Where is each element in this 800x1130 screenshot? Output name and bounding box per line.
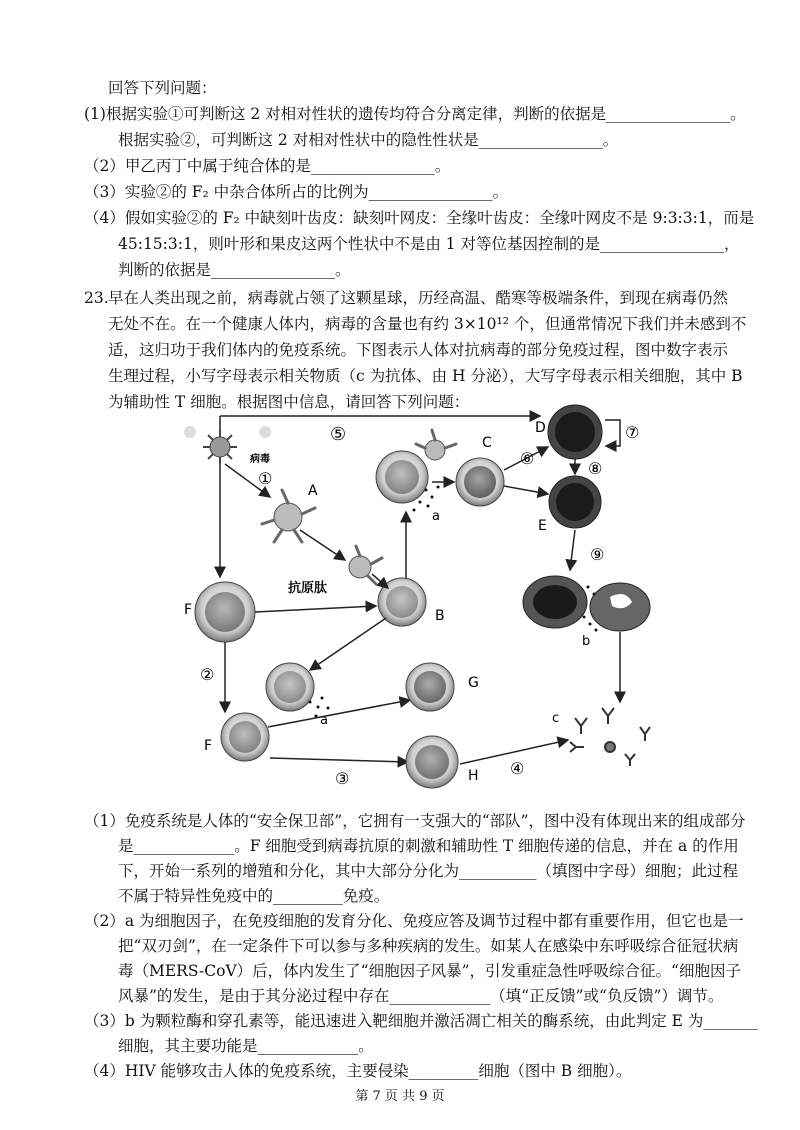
cell-G: [406, 663, 454, 711]
label-C: C: [482, 435, 492, 451]
label-B: B: [435, 608, 445, 624]
q22-part1-line2: 根据实验②，可判断这 2 对相对性状中的隐性性状是________________。: [118, 131, 619, 149]
label-A: A: [308, 483, 318, 499]
q23-part4: （4）HIV 能够攻击人体的免疫系统，主要侵染_________细胞（图中 B 细胞）。: [84, 1062, 632, 1080]
q23-stem-line4: 生理过程，小写字母表示相关物质（c 为抗体、由 H 分泌），大写字母表示相关细胞，其中 B: [108, 367, 743, 385]
step-1-label: ①: [258, 469, 273, 488]
step-2-label: ②: [200, 665, 215, 684]
q23-part3-line1: （3）b 为颗粒酶和穿孔素等，能迅速进入靶细胞并激活凋亡相关的酶系统，由此判定 E 为_______: [84, 1012, 758, 1030]
label-D: D: [535, 420, 546, 436]
antibody-icons: [570, 708, 650, 766]
q22-part4-line1: （4）假如实验②的 F₂ 中缺刻叶齿皮：缺刻叶网皮：全缘叶齿皮：全缘叶网皮不是 9:3:3:1，而是: [84, 209, 755, 227]
q23-part2-line4: 风暴”的发生，是由于其分泌过程中存在_____________（填“正反馈”或“负反馈”）调节。: [118, 987, 724, 1005]
q22-part4-line3: 判断的依据是________________。: [118, 261, 351, 279]
label-E: E: [538, 518, 547, 534]
page-footer: 第 7 页 共 9 页: [355, 1089, 445, 1104]
q23-part3-line2: 细胞，其主要功能是_____________。: [118, 1037, 374, 1055]
q22-part2: （2）甲乙丙丁中属于纯合体的是________________。: [84, 157, 451, 175]
step-6-label: ⑥: [520, 449, 535, 468]
cell-D: [548, 405, 602, 459]
q23-stem-line1: 早在人类出现之前，病毒就占领了这颗星球，历经高温、酷寒等极端条件，到现在病毒仍然: [108, 289, 729, 307]
q23-part2-line1: （2）a 为细胞因子，在免疫细胞的发育分化、免疫应答及调节过程中都有重要作用，但它也是一: [84, 912, 744, 930]
immune-process-figure: [170, 402, 660, 802]
q23-stem-line3: 适，这归功于我们体内的免疫系统。下图表示人体对抗病毒的部分免疫过程，图中数字表示: [108, 341, 729, 359]
dendritic-near-C: [416, 430, 456, 460]
step-9-label: ⑨: [590, 545, 605, 564]
cell-F-lower: [221, 713, 269, 761]
q23-number: 23.: [84, 289, 109, 307]
q23-stem-line2: 无处不在。在一个健康人体内，病毒的含量也有约 3×10¹² 个，但通常情况下我们并未感到不: [108, 315, 747, 333]
cell-H: [406, 736, 458, 788]
q22-part4-line2: 45:15:3:1，则叶形和果皮这两个性状中不是由 1 对等位基因控制的是________________，: [118, 235, 740, 253]
target-cell-pair: [523, 576, 650, 632]
q23-part1-line4: 不属于特异性免疫中的_________免疫。: [118, 887, 390, 905]
label-F-upper: F: [184, 602, 193, 618]
q23-part1-line3: 下，开始一系列的增殖和分化，其中大部分分化为__________（填图中字母）细胞；此过程: [118, 862, 739, 880]
cell-C: [456, 458, 504, 506]
label-F-lower: F: [204, 738, 213, 754]
step-8-label: ⑧: [588, 459, 603, 478]
label-H: H: [468, 768, 479, 784]
cell-F-upper: [195, 582, 255, 642]
step-5-label: ⑤: [330, 424, 347, 445]
q23-part2-line2: 把“双刃剑”，在一定条件下可以参与多种疾病的发生。如某人在感染中东呼吸综合征冠状病: [118, 937, 739, 955]
step-3-label: ③: [335, 769, 350, 788]
label-a-upper: a: [432, 509, 440, 524]
cell-T-secreting-a-lower: [266, 663, 330, 718]
q22-intro: 回答下列问题：: [108, 79, 217, 97]
q23-part1-line2: 是_____________。F 细胞受到病毒抗原的刺激和辅助性 T 细胞传递的信息，并在 a 的作用: [118, 837, 739, 855]
q23-stem-line5: 为辅助性 T 细胞。根据图中信息，请回答下列问题：: [108, 393, 470, 411]
q22-part3: （3）实验②的 F₂ 中杂合体所占的比例为________________。: [84, 183, 509, 201]
step-7-label: ⑦: [625, 423, 640, 442]
label-a-lower: a: [320, 713, 328, 728]
virus-label: 病毒: [250, 454, 270, 465]
q23-part1-line1: （1）免疫系统是人体的“安全保卫部”，它拥有一支强大的“部队”，图中没有体现出来的组成部分: [84, 812, 746, 830]
step-4-label: ④: [510, 759, 525, 778]
label-b: b: [582, 634, 591, 649]
cell-E: [549, 476, 601, 528]
q22-part1-line1: (1)根据实验①可判断这 2 对相对性状的遗传均符合分离定律，判断的依据是________________。: [84, 105, 746, 123]
immune-diagram: [170, 402, 660, 802]
label-G: G: [468, 675, 479, 691]
q23-part2-line3: 毒（MERS-CoV）后，体内发生了“细胞因子风暴”，引发重症急性呼吸综合征。“细胞因子: [118, 962, 741, 980]
antigen-peptide-label: 抗原肽: [288, 581, 328, 596]
label-c: c: [552, 711, 560, 726]
cell-T-secreting-a: [376, 451, 440, 512]
